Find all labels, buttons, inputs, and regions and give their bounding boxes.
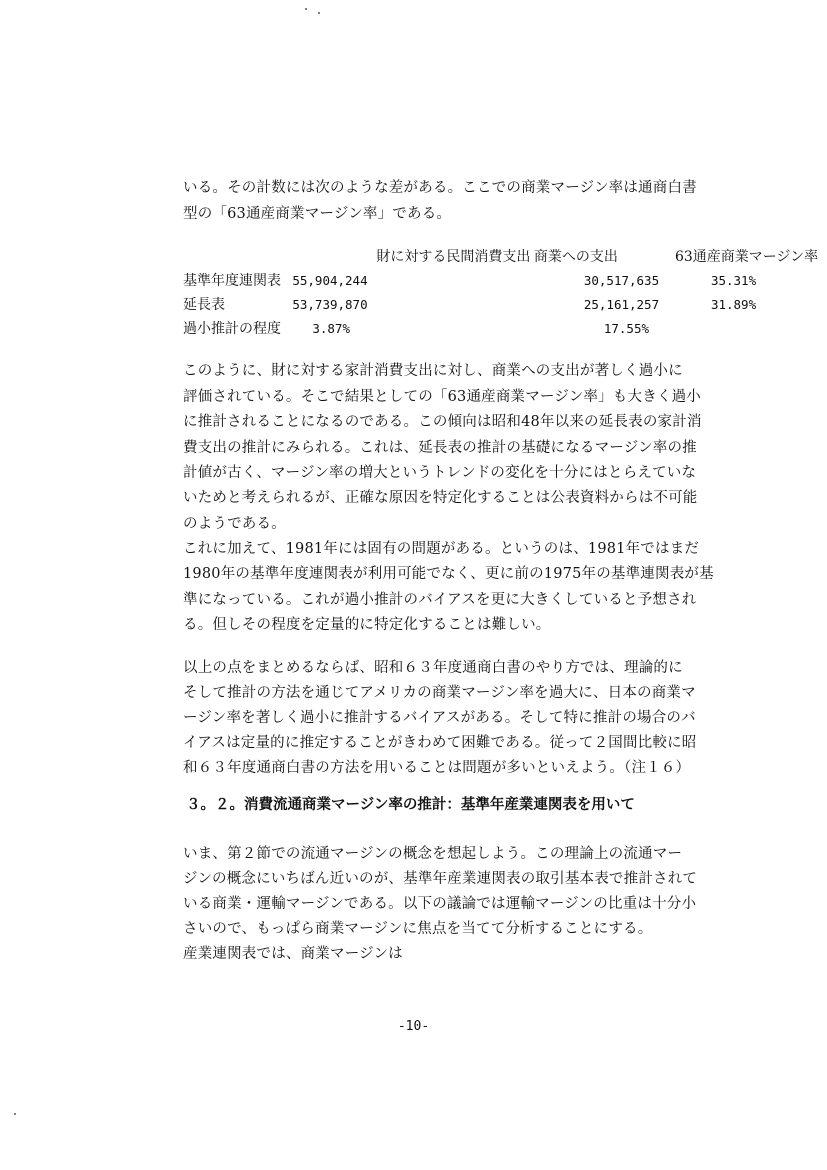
paragraph-5-line-2: ジンの概念にいちばん近いのが、基準年産業連関表の取引基本表で推計されて <box>183 871 698 887</box>
table-row-label: 基準年度連関表 <box>183 273 281 289</box>
table-cell: 17.55% <box>603 320 649 336</box>
table-cell: 25,161,257 <box>583 296 660 312</box>
paragraph-5-line-1: いま、第２節での流通マージンの概念を想起しよう。この理論上の流通マー <box>183 846 683 862</box>
table-row <box>183 292 827 316</box>
table-header-cell: 63通産商業マージン率 <box>674 249 819 265</box>
paragraph-4-line-5: 和６３年度通商白書の方法を用いることは問題が多いといえよう。（注１６） <box>183 760 691 776</box>
paragraph-3-line-3: 準になっている。これが過小推計のバイアスを更に大きくしていると予想され <box>183 592 697 608</box>
table-header-cell: 財に対する民間消費支出 <box>376 249 531 265</box>
scan-speck <box>14 1113 16 1115</box>
table-header-cell <box>183 244 286 268</box>
table-row-label: 過小推計の程度 <box>183 321 281 337</box>
paragraph-2-line-7: のようである。 <box>183 516 286 532</box>
expenditure-comparison-table <box>183 244 827 340</box>
paragraph-4-line-1: 以上の点をまとめるならば、昭和６３年度通商白書のやり方では、理論的に <box>183 660 683 676</box>
paragraph-3-line-2: 1980年の基準年度連関表が利用可能でなく、更に前の1975年の基準連関表が基 <box>183 566 714 582</box>
paragraph-2-line-2: 評価されている。そこで結果としての「63通産商業マージン率」も大きく過小 <box>183 389 701 405</box>
paragraph-2-line-1: このように、財に対する家計消費支出に対し、商業への支出が著しく過小に <box>183 363 683 379</box>
paragraph-1-line-2: 型の「63通産商業マージン率」である。 <box>183 206 452 222</box>
paragraph-5-line-4: さいので、もっぱら商業マージンに焦点を当てて分析することにする。 <box>183 921 653 937</box>
paragraph-5-line-3: いる商業・運輸マージンである。以下の議論では運輸マージンの比重は十分小 <box>183 896 697 912</box>
table-cell: 31.89% <box>710 296 757 312</box>
paragraph-3-line-1: これに加えて、1981年には固有の問題がある。というのは、1981年ではまだ <box>183 541 700 557</box>
table-cell: 53,739,870 <box>292 296 368 312</box>
table-header-cell: 商業への支出 <box>533 249 618 265</box>
paragraph-2-line-4: 費支出の推計にみられる。これは、延長表の推計の基礎になるマージン率の推 <box>183 440 697 456</box>
scan-speck <box>318 12 320 14</box>
paragraph-2-line-5: 計値が古く、マージン率の増大というトレンドの変化を十分にはとらえていな <box>183 465 697 481</box>
paragraph-5-line-5: 産業連関表では、商業マージンは <box>183 946 403 962</box>
paragraph-4-line-3: ージン率を著しく過小に推計するバイアスがある。そして特に推計の場合のバ <box>183 710 696 726</box>
paragraph-2-line-6: いためと考えられるが、正確な原因を特定化することは公表資料からは不可能 <box>183 490 698 506</box>
paragraph-3-line-4: る。但しその程度を定量的に特定化することは難しい。 <box>183 617 551 633</box>
section-heading: ３。２。消費流通商業マージン率の推計：基準年産業連関表を用いて <box>186 796 635 813</box>
table-cell <box>675 316 827 340</box>
table-cell: 55,904,244 <box>292 272 368 288</box>
table-row-label: 延長表 <box>183 297 225 313</box>
paragraph-2-line-3: に推計されることになるのである。この傾向は昭和48年以来の延長表の家計消 <box>183 414 702 430</box>
paragraph-4-line-2: そして推計の方法を通じてアメリカの商業マージン率を過大に、日本の商業マ <box>183 685 696 701</box>
paragraph-4-line-4: イアスは定量的に推定することがきわめて困難である。従って２国間比較に昭 <box>183 735 697 751</box>
table-header-row <box>183 244 827 268</box>
scan-speck <box>305 8 307 10</box>
table-cell: 3.87% <box>312 320 350 336</box>
table-cell: 35.31% <box>710 272 757 288</box>
table-row <box>183 268 827 292</box>
table-row <box>183 316 827 340</box>
page-number: -10- <box>397 1019 430 1034</box>
table-cell: 30,517,635 <box>583 272 660 288</box>
paragraph-1-line-1: いる。その計数には次のような差がある。ここでの商業マージン率は通商白書 <box>183 180 697 196</box>
